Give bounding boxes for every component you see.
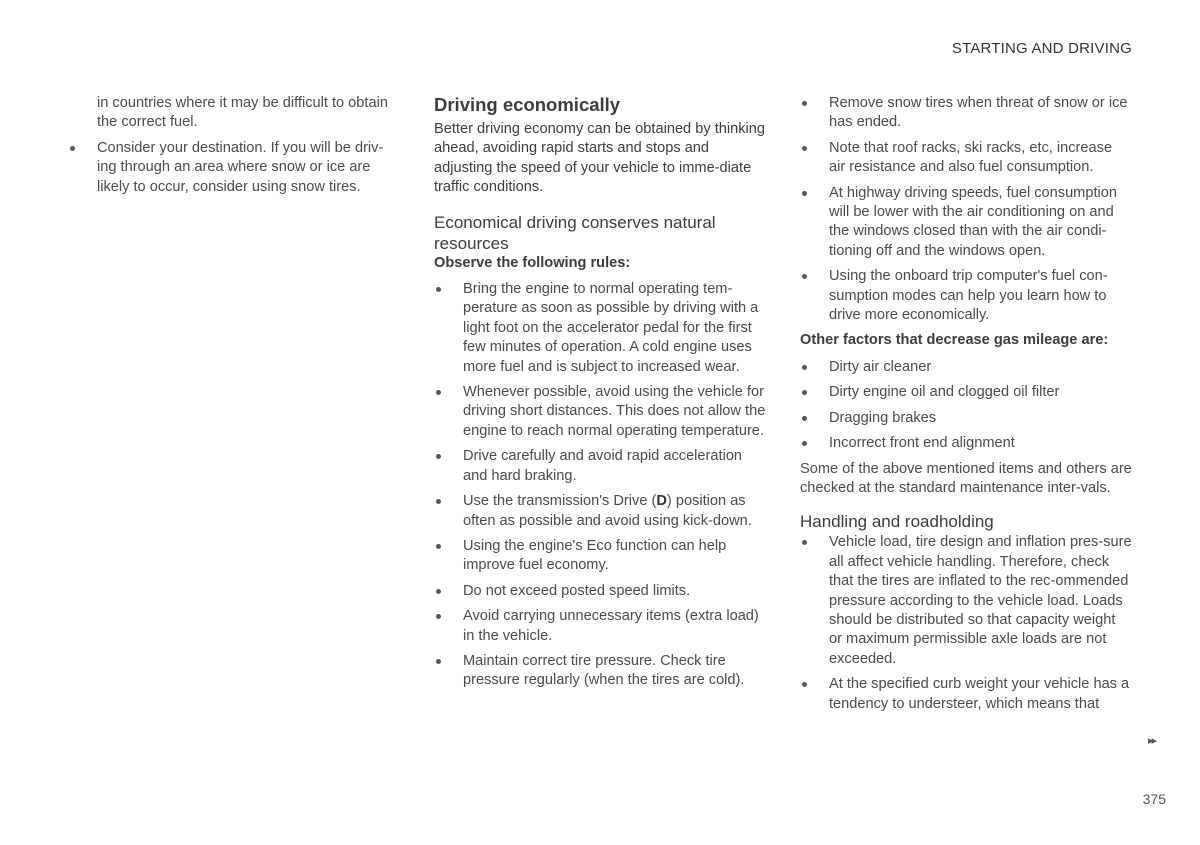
subsection-title: Economical driving conserves natural resources: [434, 212, 716, 253]
list-item: Whenever possible, avoid using the vehicle for driving short distances. This does not allow the engine to reach normal operating temperature.: [434, 383, 768, 441]
list-item: Consider your destination. If you will be driv-ing through an area where snow or ice are likely to occur, consider using snow tires.: [68, 139, 390, 197]
column-3: [800, 94, 1132, 720]
factors-label: Other factors that decrease gas mileage are:: [800, 332, 1109, 349]
factors-list: [800, 358, 1132, 454]
list-item: Incorrect front end alignment: [800, 434, 1132, 453]
handling-title: Handling and roadholding: [800, 512, 994, 532]
section-header: STARTING AND DRIVING: [951, 40, 1132, 57]
list-item: Dirty engine oil and clogged oil filter: [800, 383, 1132, 402]
list-item-drive: [434, 492, 768, 531]
list-item: Avoid carrying unnecessary items (extra load) in the vehicle.: [434, 607, 768, 646]
list-item: Vehicle load, tire design and inflation pres-sure all affect vehicle handling. Therefore, check that the tires are inflated to the rec-ommended pressure according to the vehicle load. Loads should be distributed so that capacity weight or maximum permissible axle loads are not exceeded.: [800, 533, 1132, 669]
column-1: [68, 94, 390, 203]
list-item: Remove snow tires when threat of snow or ice has ended.: [800, 94, 1132, 133]
list-item: Drive carefully and avoid rapid acceleration and hard braking.: [434, 447, 768, 486]
column-2: [434, 94, 768, 697]
page-number: 375: [1142, 791, 1166, 807]
list-item: Using the onboard trip computer's fuel con-sumption modes can help you learn how to drive more economically.: [800, 267, 1132, 325]
continue-arrow-icon: ▸▸: [1148, 735, 1156, 747]
list-item: Dirty air cleaner: [800, 358, 1132, 377]
rules-label: Observe the following rules:: [434, 254, 631, 271]
section-title: Driving economically: [434, 94, 621, 115]
list-item: Note that roof racks, ski racks, etc, increase air resistance and also fuel consumption.: [800, 139, 1132, 178]
drive-text-after: ) position as often as possible and avoid using kick-down.: [463, 493, 752, 529]
drive-text-before: Use the transmission's Drive (: [463, 493, 657, 510]
handling-list: [800, 533, 1132, 714]
list-item: At the specified curb weight your vehicle has a tendency to understeer, which means that: [800, 675, 1132, 714]
list-item: Maintain correct tire pressure. Check tire pressure regularly (when the tires are cold).: [434, 652, 768, 691]
list-item: At highway driving speeds, fuel consumption will be lower with the air conditioning on and the windows closed than with the air condi-tioning off and the windows open.: [800, 184, 1132, 262]
list-item: Do not exceed posted speed limits.: [434, 582, 768, 601]
maintenance-note: Some of the above mentioned items and others are checked at the standard maintenance inter-vals.: [800, 460, 1132, 496]
list-item: Bring the engine to normal operating tem-perature as soon as possible by driving with a light foot on the accelerator pedal for the first few minutes of operation. A cold engine uses more fuel and is subject to increased wear.: [434, 280, 768, 377]
tips-list: [800, 94, 1132, 325]
list-item: Dragging brakes: [800, 409, 1132, 428]
rules-list: [434, 280, 768, 691]
list-item-continuation: in countries where it may be difficult to obtain the correct fuel.: [97, 95, 388, 131]
bullet-list: [68, 94, 390, 197]
drive-key: D: [656, 493, 667, 510]
intro-paragraph: Better driving economy can be obtained by thinking ahead, avoiding rapid starts and stops and adjusting the speed of your vehicle to imme-diate traffic conditions.: [434, 121, 765, 196]
list-item: Using the engine's Eco function can help improve fuel economy.: [434, 537, 768, 576]
